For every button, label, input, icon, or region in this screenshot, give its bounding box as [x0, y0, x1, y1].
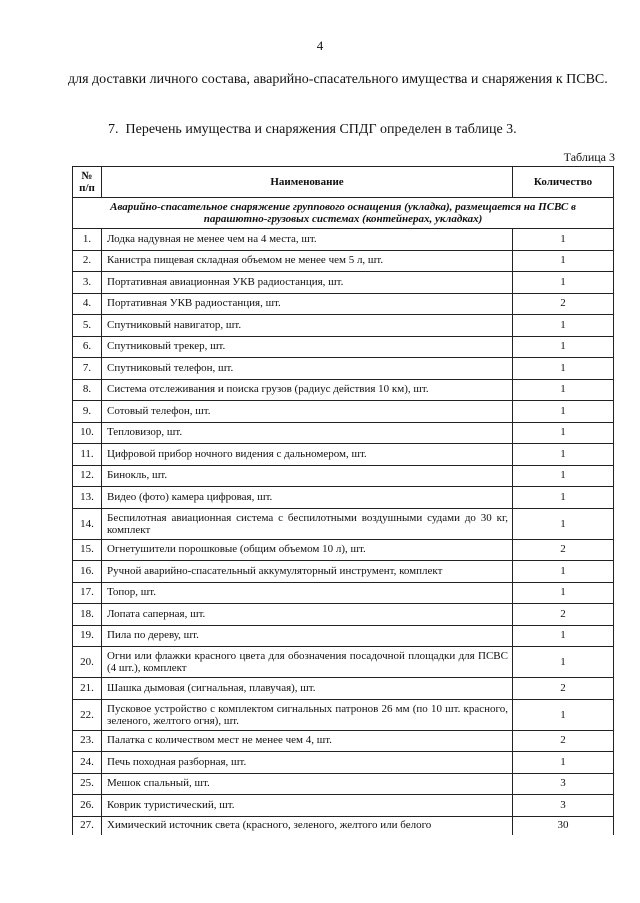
header-qty: Количество — [513, 167, 614, 198]
table-row — [73, 582, 614, 604]
table-caption: Таблица 3 — [563, 150, 615, 164]
row-name: Сотовый телефон, шт. — [102, 401, 513, 423]
row-quantity: 1 — [513, 582, 614, 604]
row-name: Огнетушители порошковые (общим объемом 10 л), шт. — [102, 539, 513, 561]
table-row — [73, 539, 614, 561]
row-name: Спутниковый телефон, шт. — [102, 358, 513, 380]
row-quantity: 2 — [513, 539, 614, 561]
row-quantity: 2 — [513, 293, 614, 315]
row-name: Шашка дымовая (сигнальная, плавучая), шт. — [102, 678, 513, 700]
row-number: 3. — [73, 272, 102, 294]
intro-paragraph: для доставки личного состава, аварийно-спасательного имущества и снаряжения к ПСВС. — [68, 72, 608, 87]
row-name: Лодка надувная не менее чем на 4 места, шт. — [102, 229, 513, 251]
table-row — [73, 250, 614, 272]
row-name: Портативная авиационная УКВ радиостанция, шт. — [102, 272, 513, 294]
row-number: 14. — [73, 508, 102, 539]
row-number: 5. — [73, 315, 102, 337]
row-quantity: 1 — [513, 379, 614, 401]
row-quantity: 1 — [513, 336, 614, 358]
row-name: Цифровой прибор ночного видения с дальномером, шт. — [102, 444, 513, 466]
row-number: 11. — [73, 444, 102, 466]
table-row — [73, 272, 614, 294]
table-row — [73, 730, 614, 752]
row-name: Пила по дереву, шт. — [102, 625, 513, 647]
row-quantity: 1 — [513, 625, 614, 647]
table-row — [73, 699, 614, 730]
row-quantity: 3 — [513, 795, 614, 817]
row-name: Спутниковый навигатор, шт. — [102, 315, 513, 337]
row-name: Бинокль, шт. — [102, 465, 513, 487]
row-quantity: 1 — [513, 508, 614, 539]
table-row — [73, 604, 614, 626]
header-name: Наименование — [102, 167, 513, 198]
row-quantity: 1 — [513, 401, 614, 423]
row-name: Огни или флажки красного цвета для обозначения посадочной площадки для ПСВС (4 шт.), комплект — [102, 647, 513, 678]
row-name: Топор, шт. — [102, 582, 513, 604]
row-quantity: 1 — [513, 315, 614, 337]
row-name: Видео (фото) камера цифровая, шт. — [102, 487, 513, 509]
row-name: Ручной аварийно-спасательный аккумуляторный инструмент, комплект — [102, 561, 513, 583]
list-item-7: 7. Перечень имущества и снаряжения СПДГ определен в таблице 3. — [108, 122, 517, 137]
row-number: 10. — [73, 422, 102, 444]
table-row — [73, 508, 614, 539]
table-row — [73, 465, 614, 487]
row-number: 23. — [73, 730, 102, 752]
row-name: Портативная УКВ радиостанция, шт. — [102, 293, 513, 315]
table-row — [73, 773, 614, 795]
table-row — [73, 315, 614, 337]
page-number: 4 — [316, 38, 324, 53]
row-quantity: 1 — [513, 229, 614, 251]
table-row — [73, 678, 614, 700]
row-quantity: 1 — [513, 647, 614, 678]
section-row — [73, 198, 614, 229]
table-row — [73, 795, 614, 817]
header-num: № п/п — [73, 167, 102, 198]
row-number: 4. — [73, 293, 102, 315]
row-quantity: 1 — [513, 358, 614, 380]
row-number: 15. — [73, 539, 102, 561]
table-body — [73, 198, 614, 835]
table-row — [73, 422, 614, 444]
row-number: 9. — [73, 401, 102, 423]
row-quantity: 1 — [513, 422, 614, 444]
row-number: 6. — [73, 336, 102, 358]
row-name: Беспилотная авиационная система с беспилотными воздушными судами до 30 кг, комплект — [102, 508, 513, 539]
row-quantity: 1 — [513, 561, 614, 583]
equipment-table — [72, 166, 614, 835]
row-number: 25. — [73, 773, 102, 795]
row-quantity: 3 — [513, 773, 614, 795]
table-row — [73, 358, 614, 380]
row-number: 19. — [73, 625, 102, 647]
row-name: Спутниковый трекер, шт. — [102, 336, 513, 358]
row-name: Система отслеживания и поиска грузов (радиус действия 10 км), шт. — [102, 379, 513, 401]
row-quantity: 2 — [513, 604, 614, 626]
row-quantity: 1 — [513, 250, 614, 272]
table-row — [73, 379, 614, 401]
section-title: Аварийно-спасательное снаряжение группового оснащения (укладка), размещается на ПСВС в парашютно-грузовых системах (контейнерах, укладках) — [73, 198, 614, 229]
row-name: Палатка с количеством мест не менее чем 4, шт. — [102, 730, 513, 752]
row-number: 12. — [73, 465, 102, 487]
row-number: 17. — [73, 582, 102, 604]
row-name: Химический источник света (красного, зеленого, желтого или белого — [102, 816, 513, 835]
row-name: Мешок спальный, шт. — [102, 773, 513, 795]
row-name: Лопата саперная, шт. — [102, 604, 513, 626]
row-quantity: 2 — [513, 678, 614, 700]
row-number: 27. — [73, 816, 102, 835]
row-quantity: 2 — [513, 730, 614, 752]
row-number: 7. — [73, 358, 102, 380]
row-number: 18. — [73, 604, 102, 626]
row-name: Коврик туристический, шт. — [102, 795, 513, 817]
row-number: 20. — [73, 647, 102, 678]
row-number: 24. — [73, 752, 102, 774]
row-quantity: 1 — [513, 444, 614, 466]
row-name: Печь походная разборная, шт. — [102, 752, 513, 774]
row-quantity: 30 — [513, 816, 614, 835]
row-quantity: 1 — [513, 699, 614, 730]
row-quantity: 1 — [513, 752, 614, 774]
table-row — [73, 336, 614, 358]
table-row — [73, 647, 614, 678]
row-number: 8. — [73, 379, 102, 401]
table-row — [73, 816, 614, 835]
row-number: 22. — [73, 699, 102, 730]
row-number: 26. — [73, 795, 102, 817]
table-row — [73, 625, 614, 647]
table-row — [73, 487, 614, 509]
table-row — [73, 229, 614, 251]
table-row — [73, 401, 614, 423]
row-name: Канистра пищевая складная объемом не менее чем 5 л, шт. — [102, 250, 513, 272]
row-number: 1. — [73, 229, 102, 251]
row-quantity: 1 — [513, 465, 614, 487]
row-number: 16. — [73, 561, 102, 583]
table-row — [73, 561, 614, 583]
table-row — [73, 444, 614, 466]
row-number: 21. — [73, 678, 102, 700]
row-name: Пусковое устройство с комплектом сигнальных патронов 26 мм (по 10 шт. красного, зеленого, желтого огня), шт. — [102, 699, 513, 730]
table-row — [73, 752, 614, 774]
row-quantity: 1 — [513, 272, 614, 294]
row-number: 13. — [73, 487, 102, 509]
table-header-row — [73, 167, 614, 198]
table-row — [73, 293, 614, 315]
row-quantity: 1 — [513, 487, 614, 509]
row-number: 2. — [73, 250, 102, 272]
row-name: Тепловизор, шт. — [102, 422, 513, 444]
